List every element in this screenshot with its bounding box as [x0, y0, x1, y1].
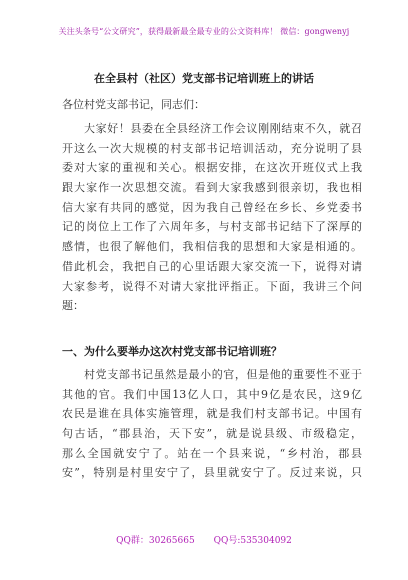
paragraph-line: 其他的官。我们中国13亿人口，其中9亿是农民，这9亿: [62, 387, 362, 401]
paragraph-line: 那么全国就安宁了。站在一个县来说，“乡村治，郡县: [62, 446, 362, 460]
footer-contact: [0, 533, 408, 546]
paragraph-line: 大家好！县委在全县经济工作会议刚刚结束不久，就召: [84, 122, 362, 135]
header-promo-note: 关注头条号“公文研究”，获得最新最全最专业的公文资料库！ 微信：gongwenyj: [58, 27, 350, 36]
document-title: 在全县村（社区）党支部书记培训班上的讲话: [94, 72, 314, 85]
paragraph-line: 感情，也很了解他们，我相信我的思想和大家是相通的。: [62, 240, 362, 254]
paragraph-opening: [62, 119, 362, 316]
paragraph-line: 开这么一次大规模的村支部书记培训活动，充分说明了县: [62, 141, 362, 155]
paragraph-line: 委对大家的重视和关心。根据安排，在这次开班仪式上我: [62, 161, 362, 175]
paragraph-section-1: [62, 365, 362, 483]
paragraph-line: 村党支部书记虽然是最小的官，但是他的重要性不亚于: [84, 368, 362, 381]
salutation: 各位村党支部书记，同志们：: [62, 98, 205, 111]
paragraph-line: 安”，特别是村里安宁了，县里就安宁了。反过来说，只: [62, 466, 362, 480]
paragraph-line: 借此机会，我把自己的心里话跟大家交流一下，说得对请: [62, 259, 362, 273]
footer-qq-number: QQ号:535304092: [213, 536, 292, 546]
paragraph-line: 题：: [62, 299, 84, 313]
paragraph-line: 信大家有共同的感觉，因为我自己曾经在乡长、乡党委书: [62, 200, 362, 214]
footer-qq-group: QQ群：30265665: [116, 536, 195, 546]
paragraph-line: 大家参考，说得不对请大家批评指正。下面，我讲三个问: [62, 279, 362, 293]
paragraph-line: 农民是谁在具体实施管理，就是我们村支部书记。中国有: [62, 407, 362, 421]
paragraph-line: 句古话，“郡县治，天下安”，就是说县级、市级稳定，: [62, 427, 362, 441]
paragraph-line: 跟大家作一次思想交流。看到大家我感到很亲切，我也相: [62, 181, 362, 195]
section-heading-1: 一、为什么要举办这次村党支部书记培训班？: [62, 345, 282, 358]
paragraph-line: 记的岗位上工作了六周年多，与村支部书记结下了深厚的: [62, 220, 362, 234]
